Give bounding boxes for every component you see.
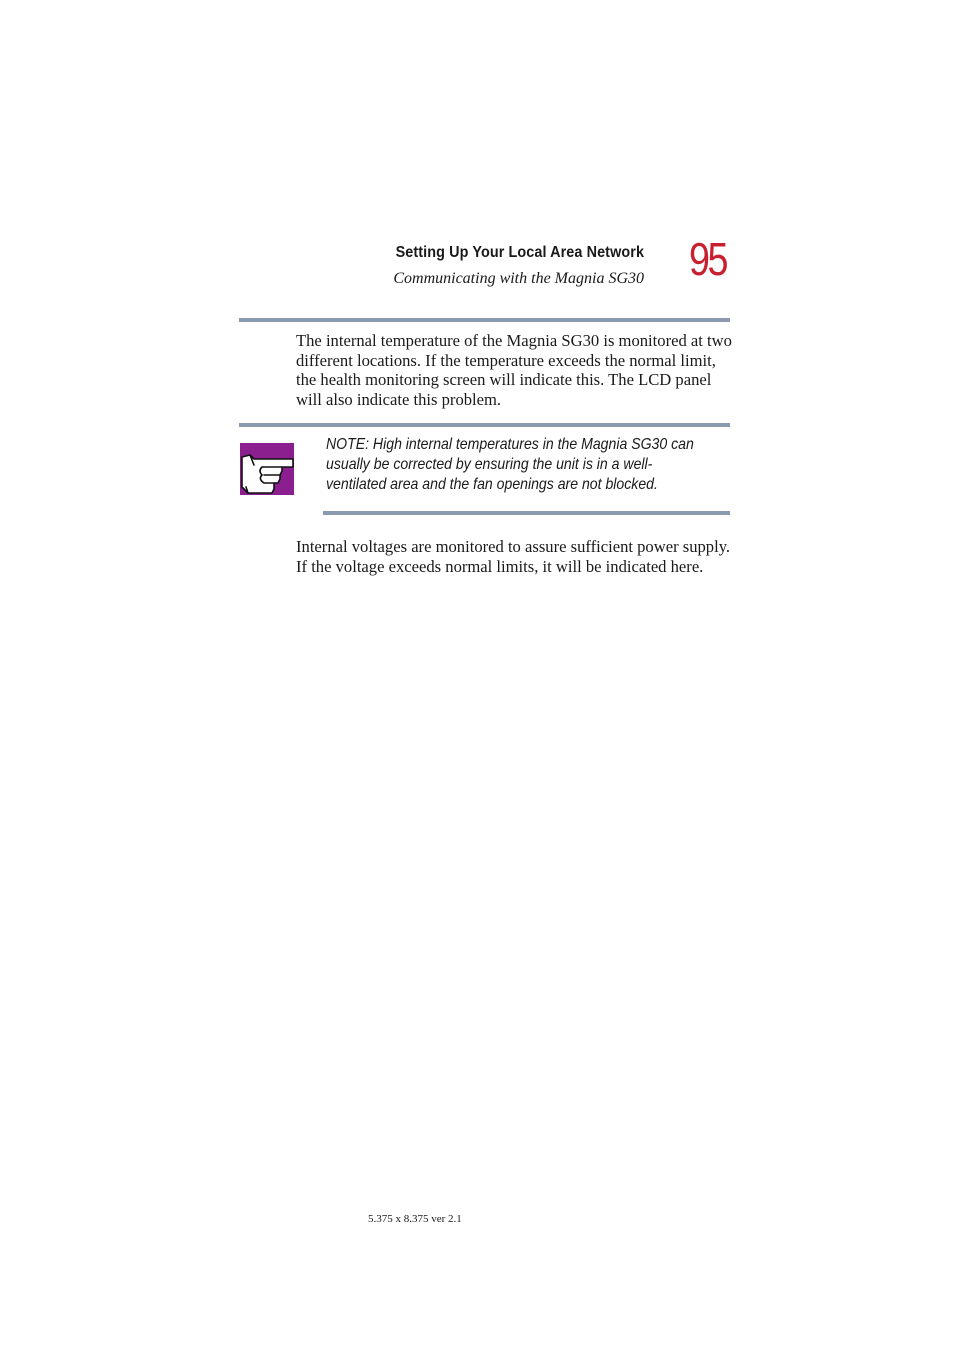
header-divider [239,318,730,322]
voltage-paragraph: Internal voltages are monitored to assure sufficient power supply. If the voltage exceeds normal limits, it will be indicated here. [296,537,731,576]
note-text: NOTE: High internal temperatures in the Magnia SG30 can usually be corrected by ensuring the unit is in a well-ventilated area and the fan openings are not blocked. [326,436,694,493]
chapter-title: Setting Up Your Local Area Network [395,244,644,261]
note-divider-bottom [323,511,730,515]
pointing-hand-icon [240,443,294,495]
note-divider-top [239,423,730,427]
page-number: 95 [689,233,727,285]
temperature-paragraph: The internal temperature of the Magnia SG30 is monitored at two different locations. If the temperature exceeds the normal limit, the health monitoring screen will indicate this. The LCD panel will also indicate this problem. [296,331,732,409]
section-title: Communicating with the Magnia SG30 [393,270,644,287]
footer-version: 5.375 x 8.375 ver 2.1 [368,1213,462,1225]
